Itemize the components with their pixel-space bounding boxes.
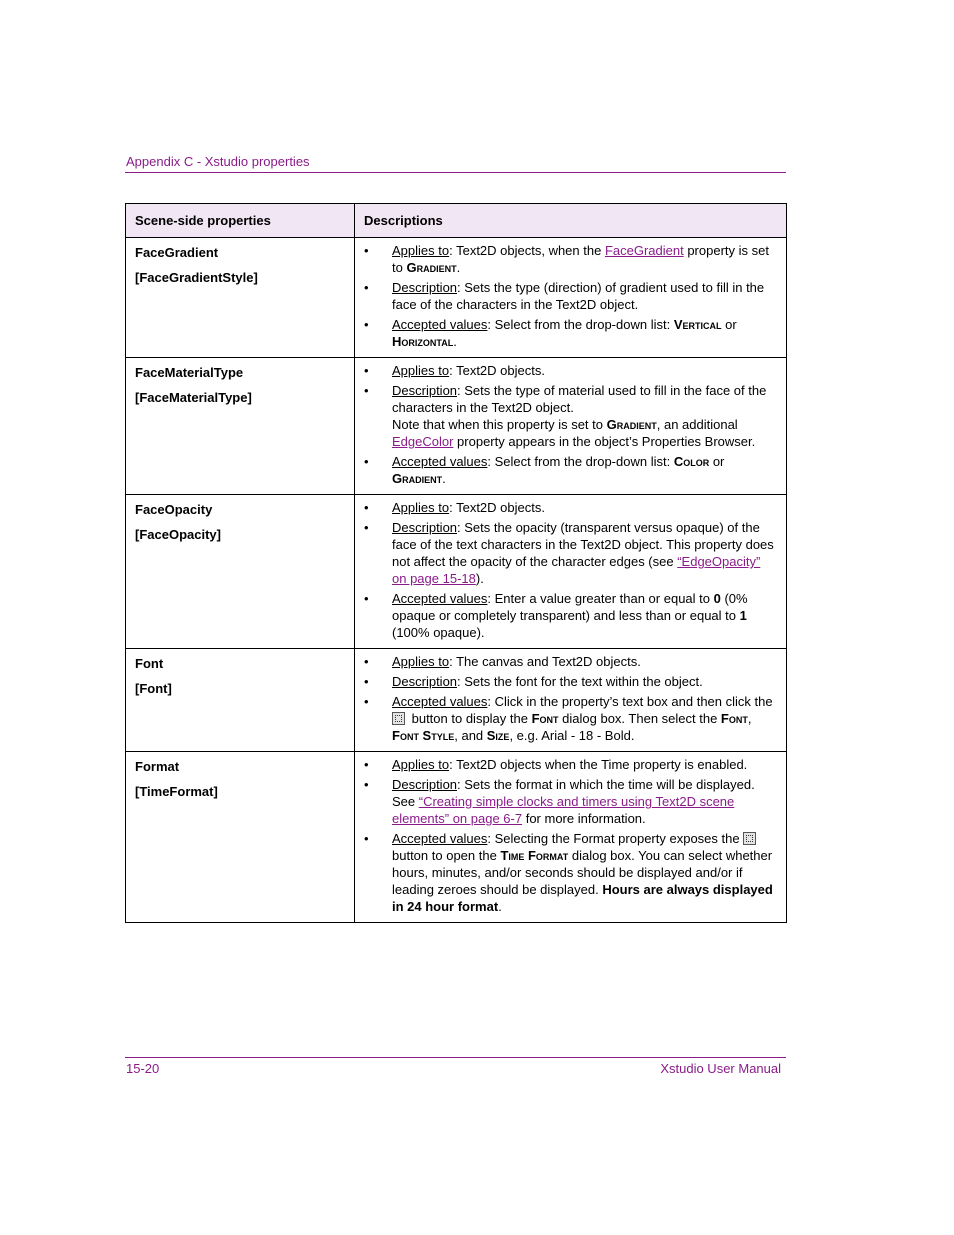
bullet-icon: • xyxy=(364,383,369,398)
bullet-icon: • xyxy=(364,831,369,846)
property-name: FaceGradient xyxy=(135,245,219,260)
property-internal-name: [Font] xyxy=(135,681,172,696)
properties-table xyxy=(125,203,787,923)
bullet-icon: • xyxy=(364,591,369,606)
bullet-description: • Description: Sets the type (direction) of gradient used to fill in the face of the characters in the Text2D object. xyxy=(364,280,765,312)
bullet-icon: • xyxy=(364,280,369,295)
label-accepted-values: Accepted values xyxy=(392,694,488,709)
column-header-descriptions: Descriptions xyxy=(355,204,787,238)
table-row xyxy=(126,649,787,752)
bullet-icon: • xyxy=(364,363,369,378)
footer-rule xyxy=(125,1057,786,1058)
label-description: Description xyxy=(392,280,458,295)
bullet-description: • Description: Sets the opacity (transparent versus opaque) of the face of the text characters in the Text2D object. This property does not affect the opacity of the character edges (see “EdgeOpacity” on page 15-18). xyxy=(364,520,774,586)
ellipsis-button-icon xyxy=(392,712,405,725)
manual-title: Xstudio User Manual xyxy=(660,1061,781,1076)
bullet-icon: • xyxy=(364,520,369,535)
table-header-row xyxy=(126,204,787,238)
description-cell xyxy=(355,495,787,649)
bullet-icon: • xyxy=(364,317,369,332)
property-cell xyxy=(126,752,355,923)
bullet-applies-to: • Applies to: Text2D objects when the Time property is enabled. xyxy=(364,757,748,772)
bullet-icon: • xyxy=(364,500,369,515)
bullet-description: • Description: Sets the font for the text within the object. xyxy=(364,674,703,689)
bullet-accepted-values: • Accepted values: Enter a value greater than or equal to 0 (0% opaque or completely transparent) and less than or equal to 1 (100% opaque). xyxy=(364,591,748,640)
property-cell xyxy=(126,238,355,358)
description-cell xyxy=(355,649,787,752)
property-name: FaceOpacity xyxy=(135,502,213,517)
bullet-accepted-values: • Accepted values: Select from the drop-down list: Vertical or Horizontal. xyxy=(364,317,737,349)
link-facegradient[interactable]: FaceGradient xyxy=(604,243,684,258)
table-row xyxy=(126,358,787,495)
bullet-applies-to: • Applies to: Text2D objects. xyxy=(364,500,545,515)
property-name: Font xyxy=(135,656,164,671)
property-cell xyxy=(126,649,355,752)
label-description: Description xyxy=(392,520,458,535)
description-cell xyxy=(355,752,787,923)
bullet-icon: • xyxy=(364,674,369,689)
bullet-accepted-values: • Accepted values: Selecting the Format property exposes the button to open the Time Format dialog box. You can select whether hours, minutes, and/or seconds should be displayed and/or if leading zeroes should be displayed. Hours are always displayed in 24 hour format. xyxy=(364,831,773,914)
bullet-accepted-values: • Accepted values: Select from the drop-down list: Color or Gradient. xyxy=(364,454,725,486)
page-number: 15-20 xyxy=(126,1061,160,1076)
property-internal-name: [TimeFormat] xyxy=(135,784,218,799)
ellipsis-button-icon xyxy=(743,832,756,845)
description-cell xyxy=(355,358,787,495)
bullet-description: • Description: Sets the type of material used to fill in the face of the characters in the Text2D object. Note that when this property is set to Gradient, an additional EdgeColor property appears in the object’s Properties Browser. xyxy=(364,383,767,449)
bullet-icon: • xyxy=(364,654,369,669)
property-cell xyxy=(126,358,355,495)
bullet-icon: • xyxy=(364,694,369,709)
description-cell xyxy=(355,238,787,358)
link-edgecolor[interactable]: EdgeColor xyxy=(392,434,454,449)
label-accepted-values: Accepted values xyxy=(392,591,488,606)
property-internal-name: [FaceMaterialType] xyxy=(135,390,252,405)
table-row xyxy=(126,752,787,923)
label-description: Description xyxy=(392,383,458,398)
header-rule xyxy=(125,172,786,173)
property-name: FaceMaterialType xyxy=(135,365,244,380)
label-description: Description xyxy=(392,777,458,792)
bullet-applies-to: • Applies to: The canvas and Text2D objects. xyxy=(364,654,641,669)
property-name: Format xyxy=(135,759,180,774)
column-header-properties: Scene-side properties xyxy=(126,204,355,238)
label-accepted-values: Accepted values xyxy=(392,831,488,846)
property-cell xyxy=(126,495,355,649)
link-edgeopacity[interactable]: “EdgeOpacity” on page 15-18 xyxy=(392,554,761,586)
label-accepted-values: Accepted values xyxy=(392,454,488,469)
bullet-applies-to: • Applies to: Text2D objects, when the FaceGradient property is set to Gradient. xyxy=(364,243,769,275)
table-row xyxy=(126,495,787,649)
label-applies-to: Applies to xyxy=(392,757,450,772)
bullet-accepted-values: • Accepted values: Click in the property’s text box and then click the button to display the Font dialog box. Then select the Font, Font Style, and Size, e.g. Arial - 18 - Bold. xyxy=(364,694,773,743)
bullet-icon: • xyxy=(364,454,369,469)
bullet-description: • Description: Sets the format in which the time will be displayed. See “Creating simple clocks and timers using Text2D scene elements” on page 6-7 for more information. xyxy=(364,777,755,826)
property-internal-name: [FaceOpacity] xyxy=(135,527,221,542)
label-applies-to: Applies to xyxy=(392,500,450,515)
label-description: Description xyxy=(392,674,458,689)
bullet-applies-to: • Applies to: Text2D objects. xyxy=(364,363,545,378)
bullet-icon: • xyxy=(364,243,369,258)
running-header: Appendix C - Xstudio properties xyxy=(126,154,310,169)
bullet-icon: • xyxy=(364,777,369,792)
label-applies-to: Applies to xyxy=(392,363,450,378)
table-row xyxy=(126,238,787,358)
label-accepted-values: Accepted values xyxy=(392,317,488,332)
property-internal-name: [FaceGradientStyle] xyxy=(135,270,258,285)
label-applies-to: Applies to xyxy=(392,243,450,258)
bullet-icon: • xyxy=(364,757,369,772)
link-creating-clocks-timers[interactable]: “Creating simple clocks and timers using Text2D scene elements” on page 6-7 xyxy=(392,794,735,826)
label-applies-to: Applies to xyxy=(392,654,450,669)
